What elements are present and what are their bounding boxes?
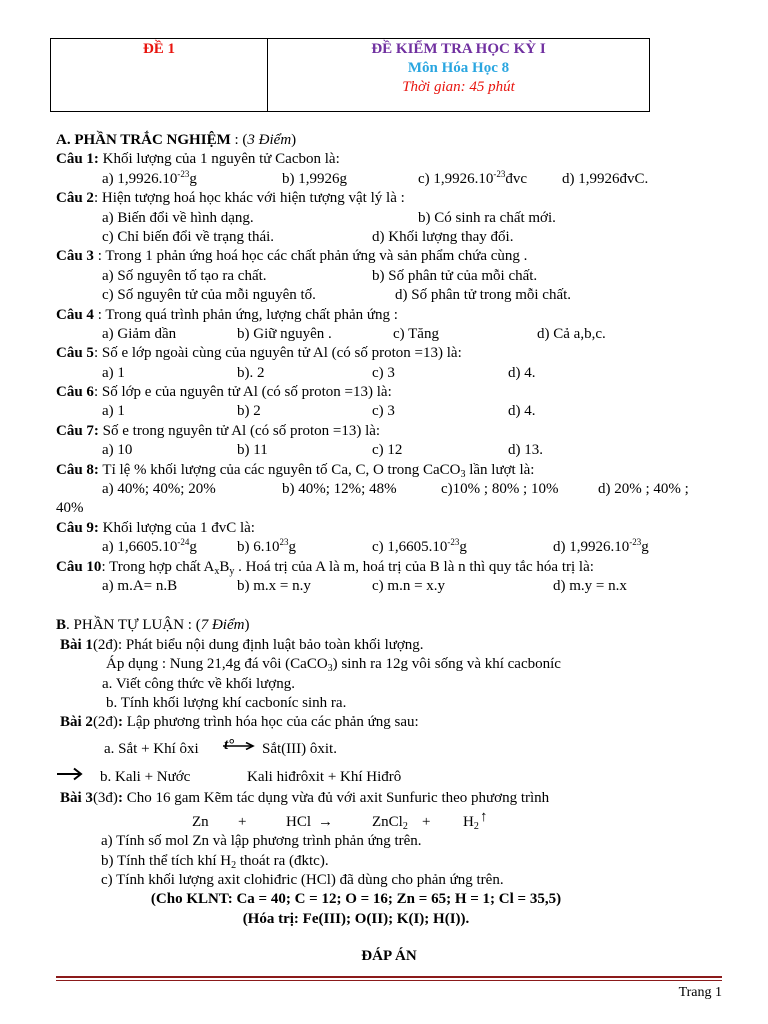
question-label: Câu 7: bbox=[56, 422, 99, 439]
exercise-label: Bài 1 bbox=[60, 636, 93, 653]
part-b-close: ) bbox=[244, 617, 250, 634]
question-text-end: . Hoá trị của A là m, hoá trị của B là n thì quy tắc hóa trị là: bbox=[234, 558, 594, 575]
question-9 bbox=[56, 519, 706, 538]
exercise-3-b bbox=[56, 852, 706, 871]
question-2 bbox=[56, 189, 706, 208]
question-text: Số e trong nguyên tử Al (có số proton =13) là: bbox=[98, 422, 381, 439]
question-text: : Trong 1 phản ứng hoá học các chất phản ứng và sản phẩm chứa cùng . bbox=[93, 248, 528, 265]
exam-title: ĐỀ KIỂM TRA HỌC KỲ I bbox=[371, 41, 546, 57]
question-1-options bbox=[56, 170, 706, 189]
question-10 bbox=[56, 558, 706, 577]
exam-subject: Môn Hóa Học 8 bbox=[407, 60, 510, 76]
exercise-3-a bbox=[56, 832, 706, 851]
exercise-2-b bbox=[56, 761, 706, 789]
exercise-1-part-b: b. Tính khối lượng khí cacboníc sinh ra. bbox=[106, 694, 347, 711]
question-10-options bbox=[56, 577, 706, 596]
option-d: d) Số phân tử trong mỗi chất. bbox=[395, 287, 572, 304]
arrow-right-icon bbox=[56, 767, 84, 781]
option-d: d) Khối lượng thay đổi. bbox=[372, 228, 514, 245]
option-b: b) 11 bbox=[237, 442, 268, 459]
footer-divider bbox=[56, 976, 722, 978]
exercise-1-b bbox=[56, 694, 706, 713]
reaction-b-reactants: b. Kali + Nước bbox=[100, 768, 191, 785]
part-b-heading bbox=[56, 616, 706, 635]
spacer bbox=[56, 596, 706, 616]
exercise-text: Cho 16 gam Kẽm tác dụng vừa đủ với axit Sunfuric theo phương trình bbox=[122, 789, 550, 806]
option-a: a) 10 bbox=[102, 442, 133, 459]
eq-hcl: HCl bbox=[286, 814, 312, 831]
part-a-title: A. PHẦN TRẮC NGHIỆM bbox=[56, 132, 231, 148]
option-c: c) 3 bbox=[372, 403, 395, 420]
arrow-up-icon: ↑ bbox=[480, 809, 488, 826]
exam-duration: Thời gian: 45 phút bbox=[402, 79, 515, 95]
option-a: a) 1 bbox=[102, 364, 125, 381]
part-a-sep: : ( bbox=[230, 132, 248, 148]
question-1 bbox=[56, 150, 706, 169]
exercise-points: (2đ) bbox=[92, 714, 118, 731]
option-a: a) $1,9926.10^{-23}g$ bbox=[102, 168, 197, 187]
option-d: d) 1,9926đvC. bbox=[562, 170, 649, 187]
question-text: : Số e lớp ngoài cùng của nguyên tử Al (có số proton =13) là: bbox=[93, 345, 462, 362]
option-c: c) m.n = x.y bbox=[372, 577, 446, 594]
option-a: a) 1 bbox=[102, 403, 125, 420]
exam-code: ĐỀ 1 bbox=[142, 41, 176, 57]
subscript-x: x bbox=[214, 565, 220, 577]
reaction-b-products: Kali hiđrôxit + Khí Hiđrô bbox=[247, 768, 402, 785]
part-a-heading bbox=[56, 131, 706, 150]
exercise-label: Bài 3 bbox=[60, 789, 93, 806]
question-label: Câu 9: bbox=[56, 519, 99, 536]
question-label: Câu 10 bbox=[56, 558, 102, 575]
page-number: Trang 1 bbox=[678, 985, 722, 1000]
exercise-3-equation bbox=[56, 808, 706, 832]
question-label: Câu 4 bbox=[56, 306, 94, 323]
question-text-b: B bbox=[219, 558, 230, 575]
option-b: b) 6.10$^{23}$g bbox=[237, 537, 296, 556]
question-5-options bbox=[56, 364, 706, 383]
subscript-y: y bbox=[229, 565, 235, 577]
atomic-mass-note: (Cho KLNT: Ca = 40; C = 12; O = 16; Zn = 65; H = 1; Cl = 35,5) bbox=[150, 891, 562, 908]
exercise-points: (2đ) bbox=[92, 636, 118, 653]
option-b: b) m.x = n.y bbox=[237, 577, 311, 594]
subscript: 3 bbox=[460, 468, 466, 480]
question-text: : Trong quá trình phản ứng, lượng chất phản ứng : bbox=[93, 306, 398, 323]
apply-text: Áp dụng : Nung 21,4g đá vôi (CaCO$_3$) sinh ra 12g vôi sống và khí cacboníc bbox=[106, 656, 561, 675]
arrow-right-icon: → bbox=[318, 814, 333, 831]
eq-plus: + bbox=[238, 814, 247, 831]
part-b-title: . PHẦN TỰ LUẬN bbox=[66, 617, 185, 634]
option-a: a) m.A= n.B bbox=[102, 577, 178, 594]
option-d-wrap: 40% bbox=[56, 500, 84, 517]
option-c: c) Tăng bbox=[393, 325, 439, 342]
question-label: Câu 3 bbox=[56, 248, 94, 265]
question-text: : Số lớp e của nguyên tử Al (có số proton =13) là: bbox=[93, 384, 392, 401]
option-d: d) 4. bbox=[508, 403, 536, 420]
exercise-3-part-b: b) Tính thể tích khí $H_2$ thoát ra (đktc). bbox=[101, 852, 329, 871]
option-d: d) 20% ; 40% ; bbox=[598, 481, 689, 498]
option-b: b) 2 bbox=[237, 403, 261, 420]
header-right-cell bbox=[268, 39, 650, 112]
part-b-score: 7 Điểm bbox=[200, 617, 245, 634]
header-left-cell bbox=[51, 39, 268, 112]
question-label: Câu 8: bbox=[56, 461, 99, 478]
question-label: Câu 6 bbox=[56, 384, 94, 401]
exercise-points: (3đ) bbox=[92, 789, 118, 806]
question-4 bbox=[56, 306, 706, 325]
exercise-3-c bbox=[56, 871, 706, 890]
header-table bbox=[50, 38, 650, 112]
question-text-end: lần lượt là: bbox=[465, 461, 535, 478]
question-6-options bbox=[56, 402, 706, 421]
exercise-3-part-a: a) Tính số mol Zn và lập phương trình phản ứng trên. bbox=[101, 833, 422, 850]
footer-divider-thin bbox=[56, 980, 722, 981]
option-a: a) Biến đổi về hình dạng. bbox=[102, 209, 254, 226]
question-6 bbox=[56, 383, 706, 402]
option-d: d) 4. bbox=[508, 364, 536, 381]
heat-arrow-icon bbox=[224, 729, 234, 761]
question-7-options bbox=[56, 441, 706, 460]
exercise-1 bbox=[60, 636, 710, 655]
option-a: a) Số nguyên tố tạo ra chất. bbox=[102, 267, 267, 284]
option-b: b) 1,9926g bbox=[282, 170, 347, 187]
question-2-options-row2 bbox=[56, 228, 706, 247]
option-c: c)10% ; 80% ; 10% bbox=[441, 481, 559, 498]
question-text: : Trong hợp chất A bbox=[101, 558, 215, 575]
exercise-1-part-a: a. Viết công thức về khối lượng. bbox=[102, 675, 295, 692]
answer-heading: ĐÁP ÁN bbox=[361, 948, 417, 965]
exercise-1-a bbox=[56, 675, 706, 694]
question-3-options-row2 bbox=[56, 286, 706, 305]
part-b-letter: B bbox=[56, 617, 67, 634]
reaction-a-reactants: a. Sắt + Khí ôxi bbox=[104, 740, 199, 757]
question-text: Tỉ lệ % khối lượng của các nguyên tố Ca, C, O trong CaCO bbox=[98, 461, 461, 478]
exercise-text: : Phát biểu nội dung định luật bảo toàn khối lượng. bbox=[117, 636, 424, 653]
option-c: c) Số nguyên tử của mỗi nguyên tố. bbox=[102, 287, 316, 304]
exercise-2 bbox=[60, 713, 710, 732]
question-text: : Hiện tượng hoá học khác với hiện tượng vật lý là : bbox=[93, 190, 405, 207]
question-2-options-row1 bbox=[56, 209, 706, 228]
arrow-line-icon bbox=[222, 742, 256, 750]
option-b: b). 2 bbox=[237, 364, 265, 381]
option-d: d) Cả a,b,c. bbox=[537, 325, 606, 342]
question-8 bbox=[56, 461, 706, 480]
eq-zn: Zn bbox=[192, 814, 209, 831]
reaction-a-products: Sắt(III) ôxit. bbox=[262, 740, 337, 757]
option-a: a) 40%; 40%; 20% bbox=[102, 481, 216, 498]
option-d: d) 13. bbox=[508, 442, 543, 459]
option-b: b) Số phân tử của mỗi chất. bbox=[372, 267, 538, 284]
option-b: b) Giữ nguyên . bbox=[237, 325, 332, 342]
option-c: c) 12 bbox=[372, 442, 403, 459]
exercise-text: Lập phương trình hóa học của các phản ứng sau: bbox=[122, 714, 419, 731]
exercise-2-a bbox=[56, 733, 706, 761]
question-8-options bbox=[56, 480, 706, 499]
exercise-colon: : bbox=[117, 789, 123, 806]
exercise-3 bbox=[60, 789, 710, 808]
exercise-colon: : bbox=[117, 714, 123, 731]
exercise-label: Bài 2 bbox=[60, 714, 93, 731]
question-label: Câu 1: bbox=[56, 151, 99, 168]
option-b: b) 40%; 12%; 48% bbox=[282, 481, 397, 498]
part-a-close: ) bbox=[291, 132, 297, 148]
option-a: a) $1,6605.10^{-24}g$ bbox=[102, 537, 197, 556]
eq-plus: + bbox=[422, 814, 431, 831]
question-text: Khối lượng của 1 nguyên tử Cacbon là: bbox=[98, 151, 340, 168]
eq-zncl2: ZnCl$_2$ bbox=[372, 814, 408, 833]
question-3 bbox=[56, 247, 706, 266]
option-c: c) Chỉ biến đổi về trạng thái. bbox=[102, 228, 275, 245]
option-d: d) m.y = n.x bbox=[553, 577, 627, 594]
option-c: c) $1,6605.10^{-23}g$ bbox=[372, 537, 467, 556]
question-8-options-wrap bbox=[56, 499, 706, 518]
question-5 bbox=[56, 344, 706, 363]
part-b-sep: : ( bbox=[184, 617, 201, 634]
option-a: a) Giảm dần bbox=[102, 325, 177, 342]
question-7 bbox=[56, 422, 706, 441]
question-label: Câu 5 bbox=[56, 345, 94, 362]
spacer bbox=[56, 929, 706, 947]
question-text: Khối lượng của 1 đvC là: bbox=[98, 519, 255, 536]
exercise-3-part-c: c) Tính khối lượng axit clohiđric (HCl) đã dùng cho phản ứng trên. bbox=[101, 871, 504, 888]
option-c: c) 3 bbox=[372, 364, 395, 381]
part-a-score: 3 Điểm bbox=[247, 132, 292, 148]
valence-note: (Hóa trị: Fe(III); O(II); K(I); H(I)). bbox=[242, 910, 470, 927]
option-b: b) Có sinh ra chất mới. bbox=[418, 209, 556, 226]
eq-h2: $H_2$ bbox=[463, 814, 479, 833]
question-4-options bbox=[56, 325, 706, 344]
question-9-options bbox=[56, 538, 706, 557]
option-d: d) $1,9926.10^{-23}g$ bbox=[553, 537, 649, 556]
document-body bbox=[56, 131, 706, 966]
heat-symbol: t° bbox=[224, 736, 235, 753]
question-label: Câu 2 bbox=[56, 190, 94, 207]
option-c: c) $1,9926.10^{-23}đvc$ bbox=[418, 168, 528, 187]
question-3-options-row1 bbox=[56, 267, 706, 286]
exercise-1-apply bbox=[56, 655, 706, 674]
